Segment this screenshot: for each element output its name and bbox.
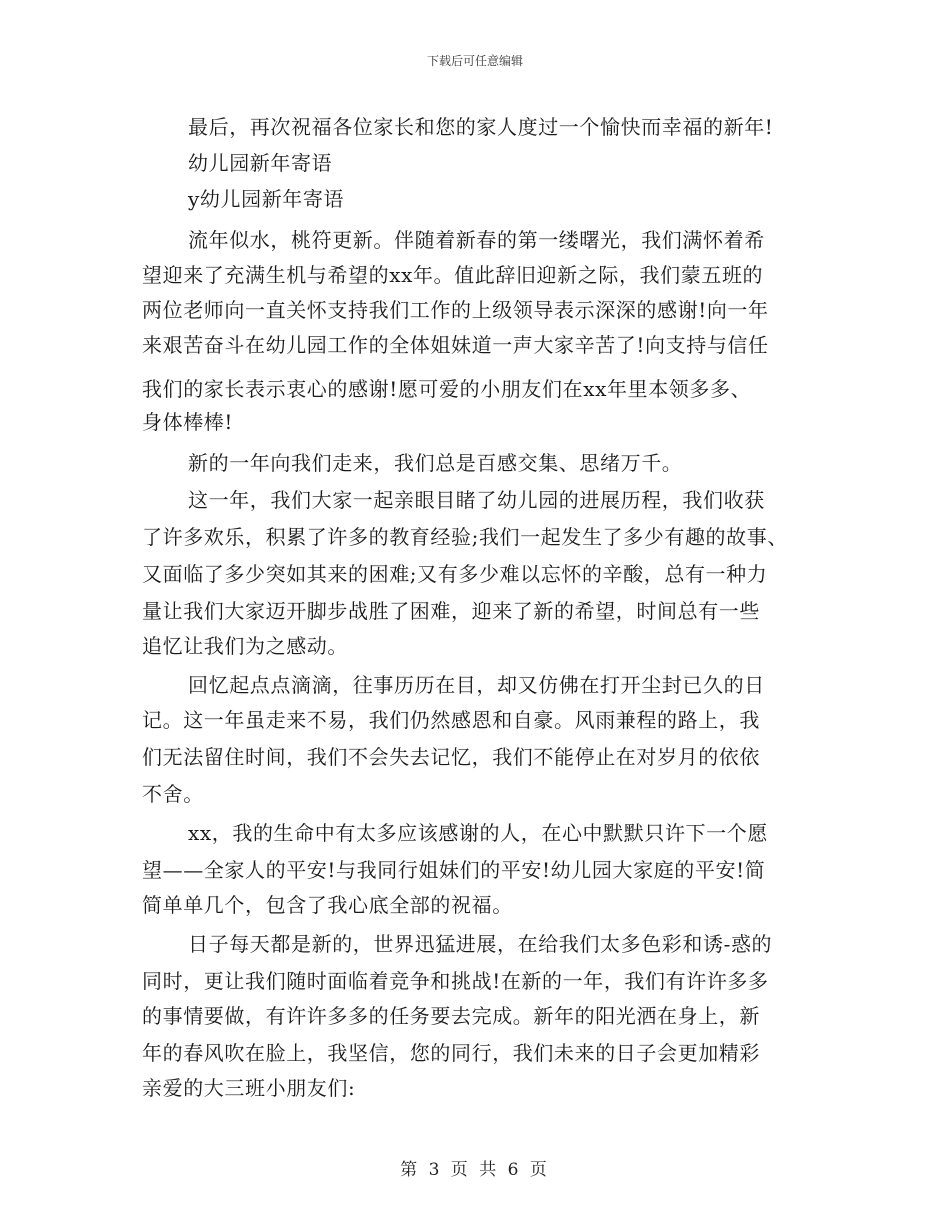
text-line: 们无法留住时间，我们不会失去记忆，我们不能停止在对岁月的依依 [142,745,760,769]
text-line: 同时，更让我们随时面临着竞争和挑战!在新的一年，我们有许许多多 [142,969,769,993]
page-number: 第 3 页 共 6 页 [400,1160,550,1180]
text-line: xx，我的生命中有太多应该感谢的人，在心中默默只许下一个愿 [188,821,768,845]
text-line: 量让我们大家迈开脚步战胜了困难，迎来了新的希望，时间总有一些 [142,599,760,623]
text-line: 来艰苦奋斗在幼儿园工作的全体姐妹道一声大家辛苦了!向支持与信任 [142,333,769,357]
text-line: 追忆让我们为之感动。 [142,634,348,658]
text-line: 日子每天都是新的，世界迅猛进展，在给我们太多色彩和诱-惑的 [188,932,773,956]
text-line: 记。这一年虽走来不易，我们仍然感恩和自豪。风雨兼程的路上，我 [142,708,760,732]
text-line: 的事情要做，有许许多多的任务要去完成。新年的阳光洒在身上，新 [142,1004,760,1028]
text-line: 亲爱的大三班小朋友们: [142,1076,356,1100]
text-line: 我们的家长表示衷心的感谢!愿可爱的小朋友们在xx年里本领多多、 [142,377,752,401]
text-line: 简单单几个，包含了我心底全部的祝福。 [142,893,513,917]
text-line: 这一年，我们大家一起亲眼目睹了幼儿园的进展历程，我们收获 [188,488,765,512]
text-line: 幼儿园新年寄语 [188,151,333,175]
text-line: 最后，再次祝福各位家长和您的家人度过一个愉快而幸福的新年! [188,115,774,139]
text-line: 年的春风吹在脸上，我坚信，您的同行，我们未来的日子会更加精彩 [142,1041,760,1065]
text-line: 新的一年向我们走来，我们总是百感交集、思绪万千。 [188,451,683,475]
text-line: 不舍。 [142,782,204,806]
text-line: 流年似水，桃符更新。伴随着新春的第一缕曙光，我们满怀着希 [188,228,765,252]
text-line: 了许多欢乐，积累了许多的教育经验;我们一起发生了多少有趣的故事、 [142,525,788,549]
text-line: y幼儿园新年寄语 [188,187,345,211]
text-line: 回忆起点点滴滴，往事历历在目，却又仿佛在打开尘封已久的日 [188,673,765,697]
text-line: 望迎来了充满生机与希望的xx年。值此辞旧迎新之际，我们蒙五班的 [142,263,764,287]
text-line: 望——全家人的平安!与我同行姐妹们的平安!幼儿园大家庭的平安!简 [142,858,766,882]
page-header: 下载后可任意编辑 [426,54,523,68]
text-line: 两位老师向一直关怀支持我们工作的上级领导表示深深的感谢!向一年 [142,298,769,322]
text-line: 又面临了多少突如其来的困难;又有多少难以忘怀的辛酸，总有一种力 [142,562,768,586]
text-line: 身体棒棒! [142,410,234,434]
